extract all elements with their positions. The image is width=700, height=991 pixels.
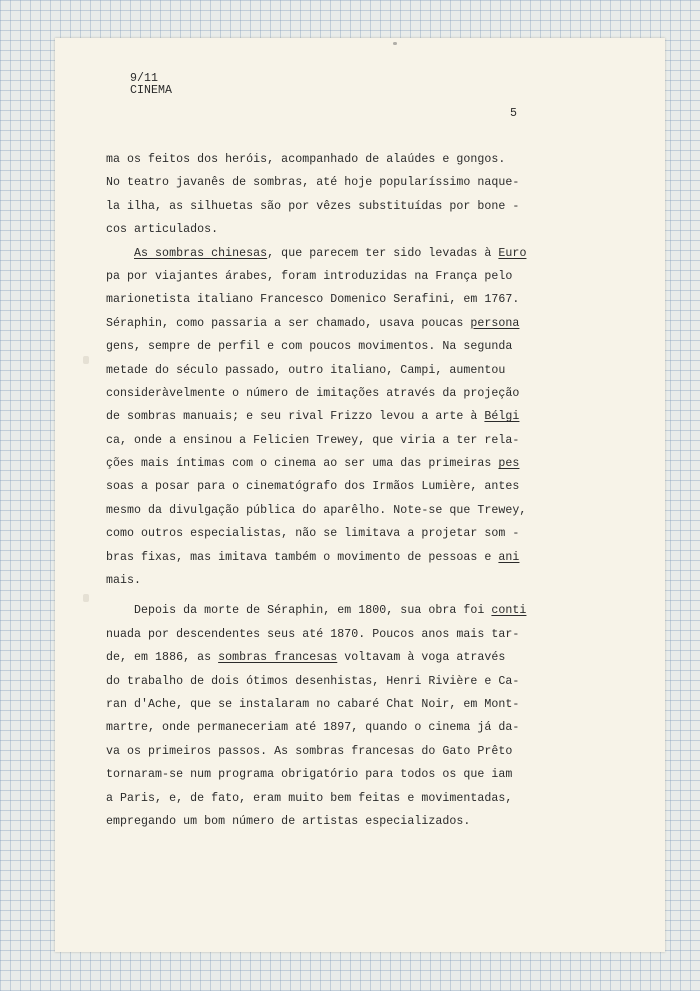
text-line: como outros especialistas, não se limitava a projetar som -	[106, 527, 520, 541]
underlined-term: pes	[498, 457, 520, 471]
text-line: mais.	[106, 574, 142, 588]
text-line: consideràvelmente o número de imitações através da projeção	[106, 386, 520, 400]
text-line: martre, onde permaneceriam até 1897, quando o cinema já da-	[106, 721, 520, 735]
text-line: cos articulados.	[106, 223, 219, 237]
page-number: 5	[510, 107, 518, 120]
underlined-term: Euro	[498, 246, 527, 260]
text-line: soas a posar para o cinematógrafo dos Irmãos Lumière, antes	[106, 480, 520, 494]
text-line: nuada por descendentes seus até 1870. Poucos anos mais tar-	[106, 627, 520, 641]
text-line: pa por viajantes árabes, foram introduzidas na França pelo	[106, 269, 513, 283]
body-text	[106, 148, 666, 833]
paragraph-gap	[106, 592, 666, 599]
paper-hole-mark	[83, 356, 89, 364]
text-line: Depois da morte de Séraphin, em 1800, sua obra foi conti	[106, 604, 527, 618]
reference-number: 9/11	[130, 72, 159, 85]
text-line: bras fixas, mas imitava também o movimento de pessoas e ani	[106, 550, 520, 564]
text-line: a Paris, e, de fato, eram muito bem feitas e movimentadas,	[106, 791, 513, 805]
text-line: No teatro javanês de sombras, até hoje popularíssimo naque-	[106, 176, 520, 190]
paper-hole-mark	[83, 594, 89, 602]
text-line: As sombras chinesas, que parecem ter sido levadas à Euro	[134, 246, 527, 260]
text-line: do trabalho de dois ótimos desenhistas, Henri Rivière e Ca-	[106, 674, 520, 688]
text-line: de sombras manuais; e seu rival Frizzo levou a arte à Bélgi	[106, 410, 520, 424]
text-line: ran d'Ache, que se instalaram no cabaré Chat Noir, em Mont-	[106, 697, 520, 711]
text-line: mesmo da divulgação pública do aparêlho. Note-se que Trewey,	[106, 503, 527, 517]
text-line: ma os feitos dos heróis, acompanhado de alaúdes e gongos.	[106, 153, 506, 166]
text-line: ções mais íntimas com o cinema ao ser uma das primeiras pes	[106, 457, 520, 471]
underlined-term: persona	[470, 316, 520, 330]
text-line: la ilha, as silhuetas são por vêzes substituídas por bone -	[106, 199, 520, 213]
section-title: CINEMA	[130, 84, 173, 97]
underlined-term: ani	[498, 550, 520, 564]
text-line: ca, onde a ensinou a Felicien Trewey, que viria a ter rela-	[106, 433, 520, 447]
text-line: Séraphin, como passaria a ser chamado, usava poucas persona	[106, 316, 520, 330]
text-line: gens, sempre de perfil e com poucos movimentos. Na segunda	[106, 340, 513, 354]
text-line: de, em 1886, as sombras francesas voltavam à voga através	[106, 651, 506, 665]
pencil-mark	[393, 42, 397, 45]
underlined-term: conti	[491, 604, 527, 618]
text-line: tornaram-se num programa obrigatório para todos os que iam	[106, 768, 513, 782]
underlined-term: sombras francesas	[218, 651, 338, 665]
header-reference	[130, 73, 172, 97]
text-line: va os primeiros passos. As sombras francesas do Gato Prêto	[106, 744, 513, 758]
text-line: metade do século passado, outro italiano, Campi, aumentou	[106, 363, 506, 377]
underlined-term: Bélgi	[484, 410, 520, 424]
text-line: empregando um bom número de artistas especializados.	[106, 814, 471, 828]
underlined-term: As sombras chinesas	[134, 246, 268, 260]
typewritten-page	[55, 38, 665, 952]
text-line: marionetista italiano Francesco Domenico Serafini, em 1767.	[106, 293, 520, 307]
